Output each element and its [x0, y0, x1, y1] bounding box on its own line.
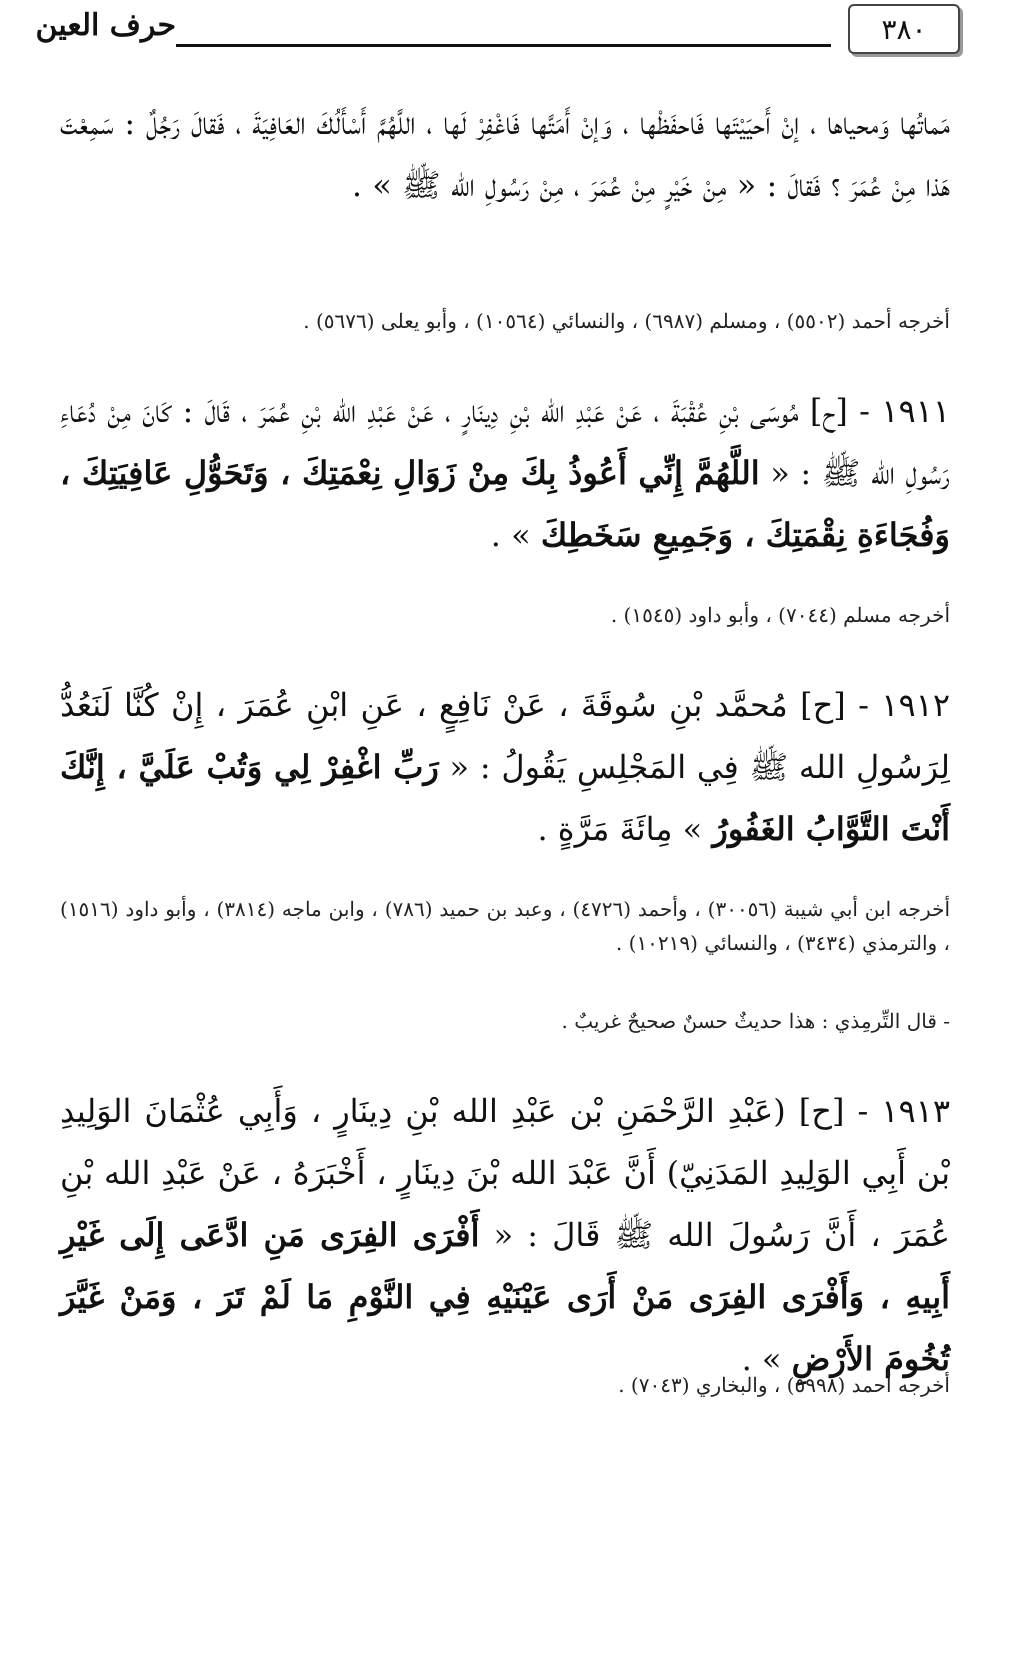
hadith-number: ١٩١٣ — [881, 1092, 951, 1130]
hadith-marker: [ح] — [800, 686, 846, 724]
hadith-number: ١٩١١ — [881, 392, 951, 430]
citation-text: أخرجه مسلم (٧٠٤٤) ، وأبو داود (١٥٤٥) . — [610, 603, 950, 627]
hadith-matn-bold: اللَّهُمَّ إِنِّي أَعُوذُ بِكَ مِنْ زَوَالِ نِعْمَتِكَ ، وَتَحَوُّلِ عَافِيَتِكَ ، وَفُجَاءَةِ نِقْمَتِكَ ، وَجَمِيعِ سَخَطِكَ — [60, 454, 950, 554]
hadith-1911 — [60, 380, 950, 566]
hadith-matn-bold: رَبِّ اغْفِرْ لِي وَتُبْ عَلَيَّ ، إِنَّكَ أَنْتَ التَّوَّابُ الغَفُورُ — [60, 748, 950, 848]
hadith-ending: » . — [741, 1340, 782, 1378]
hadith-chain-text: (عَبْدِ الرَّحْمَنِ بْن عَبْدِ الله بْنِ دِينَارٍ ، وَأَبِي عُثْمَانَ الوَلِيدِ بْن أَبِي الوَلِيدِ المَدَنِيّ) أَنَّ عَبْدَ الله بْنَ دِينَارٍ ، أَخْبَرَهُ ، عَنْ عَبْدِ الله بْنِ عُمَرَ ، أَنَّ رَسُولَ الله ﷺ قَالَ : « — [60, 1092, 951, 1254]
hadith-ending: » . — [490, 516, 531, 554]
hadith-chain-text: مُوسَى بْنِ عُقْبَةَ ، عَنْ عَبْدِ الله بْنِ دِينَارٍ ، عَنْ عَبْدِ الله بْنِ عُمَرَ ، قَالَ : كَانَ مِنْ دُعَاءِ رَسُولِ الله ﷺ : « — [60, 392, 951, 492]
citation-text: أخرجه ابن أبي شيبة (٣٠٠٥٦) ، وأحمد (٤٧٢٦) ، وعبد بن حميد (٧٨٦) ، وابن ماجه (٣٨١٤) ، وأبو داود (١٥١٦) ، والترمذي (٣٤٣٤) ، والنسائي (١٠٢١٩) . — [60, 897, 950, 955]
note-text: - قال التِّرمِذي : هذا حديثٌ حسنٌ صحيحٌ غريبٌ . — [561, 1009, 950, 1033]
source-citation — [100, 1368, 950, 1402]
section-title: حرف العين — [35, 8, 176, 43]
hadith-ending: » مِائَةَ مَرَّةٍ . — [537, 810, 703, 848]
hadith-number: ١٩١٢ — [881, 686, 951, 724]
scholar-note — [100, 1004, 950, 1038]
page-header — [0, 0, 1010, 80]
paragraph-text: مَماتُها وَمحياها ، إنْ أَحيَيْتَها فَاحفَظْها ، وَإنْ أَمَتَّها فَاغْفِرْ لَها ، اللَّهُمَّ أَسْأَلُكَ العَافِيَةَ ، فَقالَ رَجُلٌ : سَمِعْتَ هَذا مِنْ عُمَرَ ؟ فَقالَ : « مِنْ خَيْرٍ مِنْ عُمَرَ ، مِنْ رَسُولِ الله ﷺ » . — [60, 104, 950, 204]
hadith-dash: - — [858, 686, 869, 724]
header-rule — [176, 44, 831, 47]
hadith-dash: - — [857, 1092, 869, 1130]
hadith-1912 — [60, 674, 950, 860]
source-citation — [60, 892, 950, 960]
hadith-marker: [ح] — [809, 392, 848, 430]
citation-text: أخرجه أحمد (٥٩٩٨) ، والبخاري (٧٠٤٣) . — [618, 1373, 950, 1397]
hadith-1913 — [60, 1080, 950, 1390]
hadith-marker: [ح] — [798, 1092, 845, 1130]
citation-text: أخرجه أحمد (٥٥٠٢) ، ومسلم (٦٩٨٧) ، والنسائي (١٠٥٦٤) ، وأبو يعلى (٥٦٧٦) . — [303, 309, 950, 333]
hadith-dash: - — [859, 392, 870, 430]
source-citation — [100, 304, 950, 338]
hadith-chain-text: مُحمَّد بْنِ سُوقَةَ ، عَنْ نَافِعٍ ، عَنِ ابْنِ عُمَرَ ، إِنْ كُنَّا لَنَعُدُّ لِرَسُولِ الله ﷺ فِي المَجْلِسِ يَقُولُ : « — [60, 686, 951, 786]
page-number: ٣٨٠ — [848, 4, 960, 54]
continuation-paragraph — [60, 92, 950, 216]
hadith-matn-bold: أَفْرَى الفِرَى مَنِ ادَّعَى إِلَى غَيْرِ أَبِيهِ ، وَأَفْرَى الفِرَى مَنْ أَرَى عَيْنَيْهِ فِي النَّوْمِ مَا لَمْ تَرَ ، وَمَنْ غَيَّرَ تُخُومَ الأَرْضِ — [60, 1216, 950, 1378]
source-citation — [100, 598, 950, 632]
